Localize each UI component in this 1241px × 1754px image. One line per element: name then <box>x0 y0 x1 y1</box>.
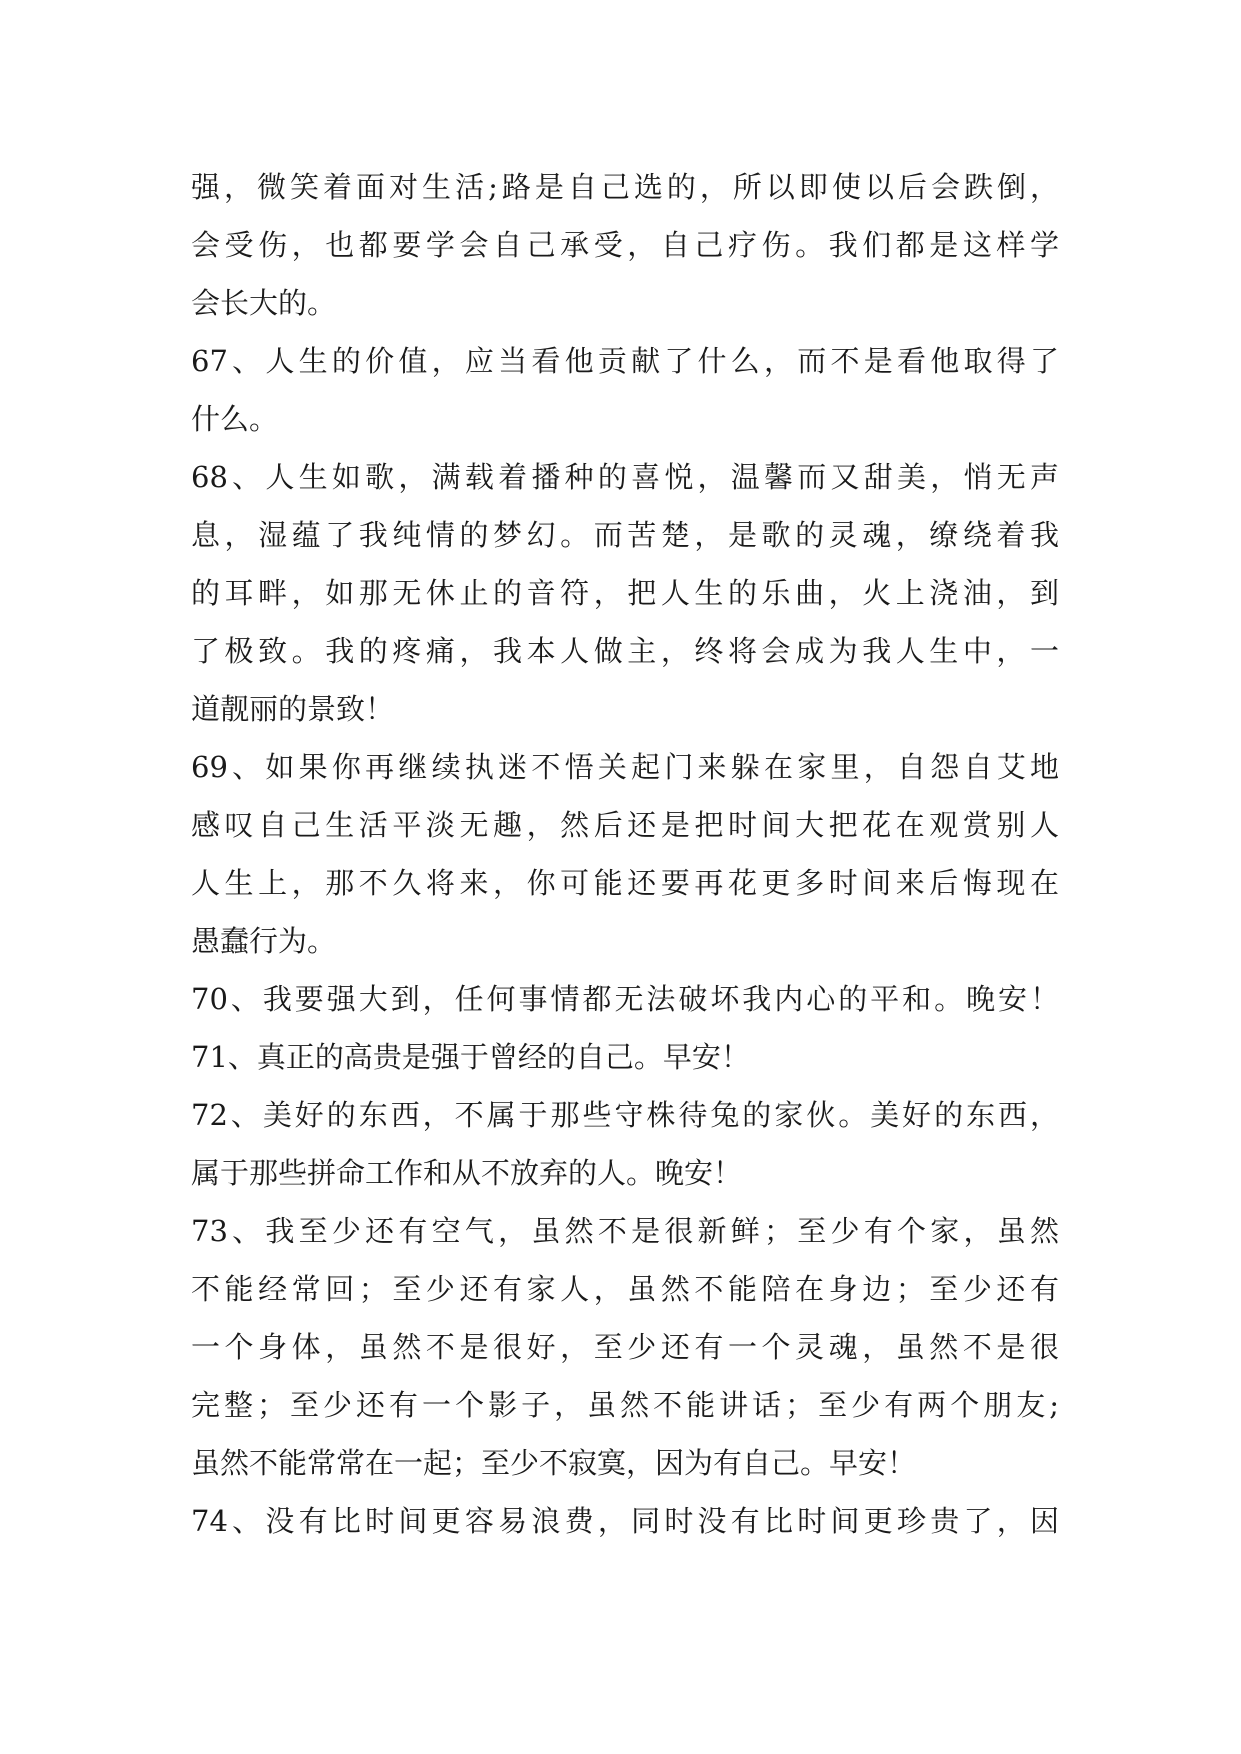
text-line: 愚蠢行为。 <box>191 924 337 958</box>
text-line: 会受伤，也都要学会自己承受，自己疗伤。我们都是这样学 <box>191 228 1059 262</box>
text-line: 感叹自己生活平淡无趣，然后还是把时间大把花在观赏别人 <box>191 808 1059 842</box>
text-line: 72、美好的东西，不属于那些守株待兔的家伙。美好的东西， <box>191 1098 1059 1132</box>
text-line: 完整；至少还有一个影子，虽然不能讲话；至少有两个朋友; <box>191 1388 1059 1422</box>
text-line: 虽然不能常常在一起；至少不寂寞，因为有自己。早安！ <box>191 1446 917 1480</box>
document-body <box>191 158 1059 1550</box>
text-line: 强，微笑着面对生活;路是自己选的，所以即使以后会跌倒， <box>191 170 1059 204</box>
text-line: 了极致。我的疼痛，我本人做主，终将会成为我人生中，一 <box>191 634 1059 668</box>
text-line: 67、人生的价值，应当看他贡献了什么，而不是看他取得了 <box>191 344 1059 378</box>
text-line: 会长大的。 <box>191 286 337 320</box>
text-line: 人生上，那不久将来，你可能还要再花更多时间来后悔现在 <box>191 866 1059 900</box>
text-line: 道靓丽的景致！ <box>191 692 395 726</box>
text-line: 70、我要强大到，任何事情都无法破坏我内心的平和。晚安！ <box>191 982 1059 1016</box>
text-line: 一个身体，虽然不是很好，至少还有一个灵魂，虽然不是很 <box>191 1330 1059 1364</box>
text-line: 不能经常回；至少还有家人，虽然不能陪在身边；至少还有 <box>191 1272 1059 1306</box>
text-line: 71、真正的高贵是强于曾经的自己。早安！ <box>191 1040 750 1074</box>
text-line: 68、人生如歌，满载着播种的喜悦，温馨而又甜美，悄无声 <box>191 460 1059 494</box>
text-line: 74、没有比时间更容易浪费，同时没有比时间更珍贵了，因 <box>191 1504 1059 1538</box>
text-line: 的耳畔，如那无休止的音符，把人生的乐曲，火上浇油，到 <box>191 576 1059 610</box>
text-line: 69、如果你再继续执迷不悟关起门来躲在家里，自怨自艾地 <box>191 750 1059 784</box>
text-line: 73、我至少还有空气，虽然不是很新鲜；至少有个家，虽然 <box>191 1214 1059 1248</box>
text-line: 什么。 <box>191 402 279 436</box>
text-line: 息，湿蕴了我纯情的梦幻。而苦楚，是歌的灵魂，缭绕着我 <box>191 518 1059 552</box>
text-line: 属于那些拼命工作和从不放弃的人。晚安！ <box>191 1156 743 1190</box>
